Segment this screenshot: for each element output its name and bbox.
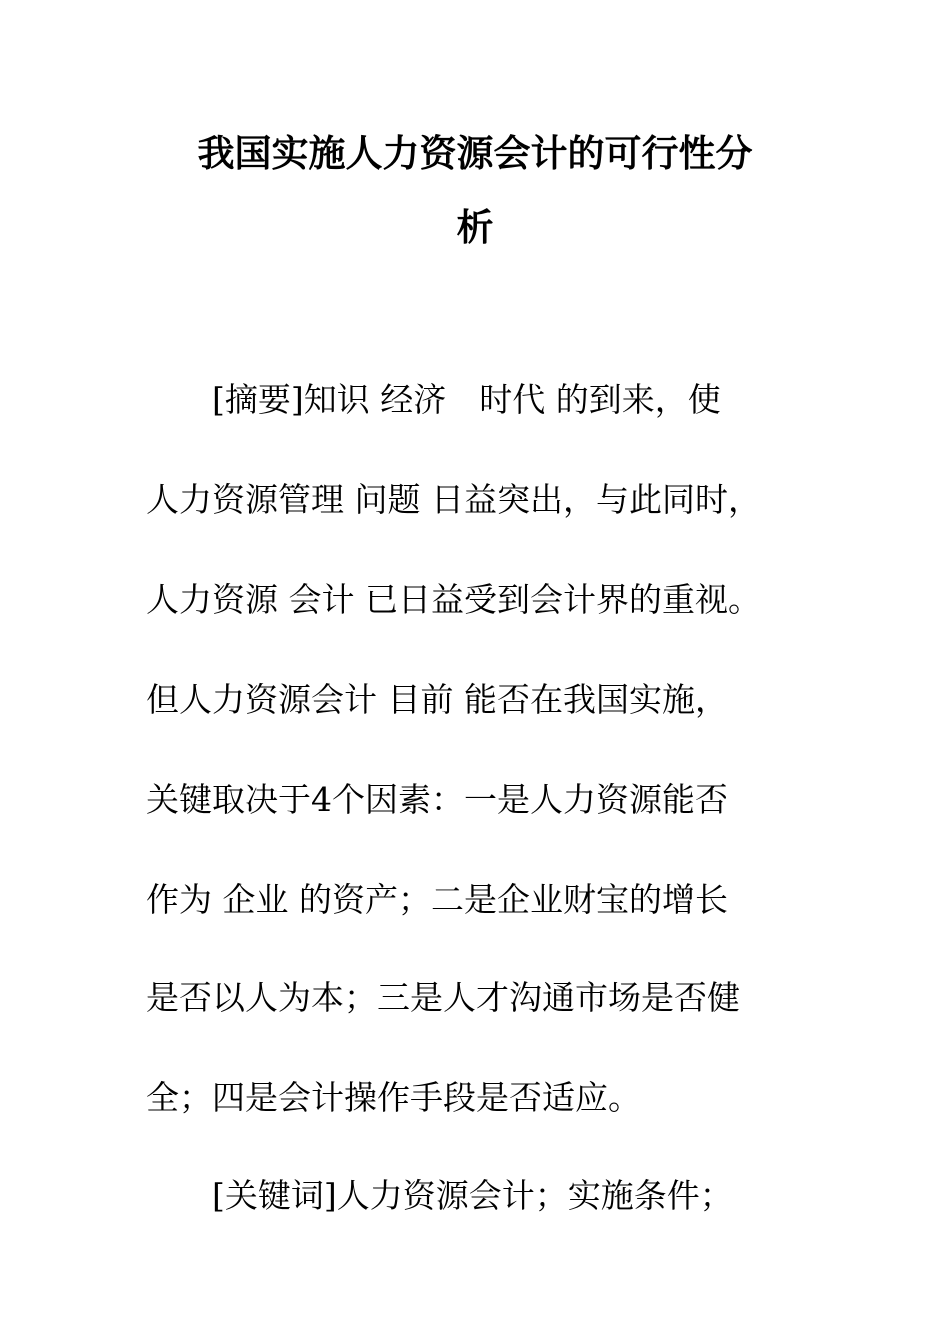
abstract-line-5: 关键取决于4个因素：一是人力资源能否 [146, 780, 728, 819]
abstract-line-1: [摘要]知识 经济 时代 的到来，使 [146, 380, 721, 419]
abstract-line-6: 作为 企业 的资产；二是企业财宝的增长 [146, 880, 728, 919]
abstract-line-2: 人力资源管理 问题 日益突出，与此同时， [146, 480, 761, 519]
document-title-line-2: 析 [456, 206, 494, 249]
document-title-line-1: 我国实施人力资源会计的可行性分 [197, 132, 753, 175]
abstract-line-8: 全；四是会计操作手段是否适应。 [146, 1078, 641, 1117]
keywords-line: [关键词]人力资源会计；实施条件； [146, 1176, 733, 1215]
abstract-line-3: 人力资源 会计 已日益受到会计界的重视。 [146, 580, 761, 619]
abstract-line-4: 但人力资源会计 目前 能否在我国实施， [146, 680, 728, 719]
abstract-line-7: 是否以人为本；三是人才沟通市场是否健 [146, 978, 740, 1017]
